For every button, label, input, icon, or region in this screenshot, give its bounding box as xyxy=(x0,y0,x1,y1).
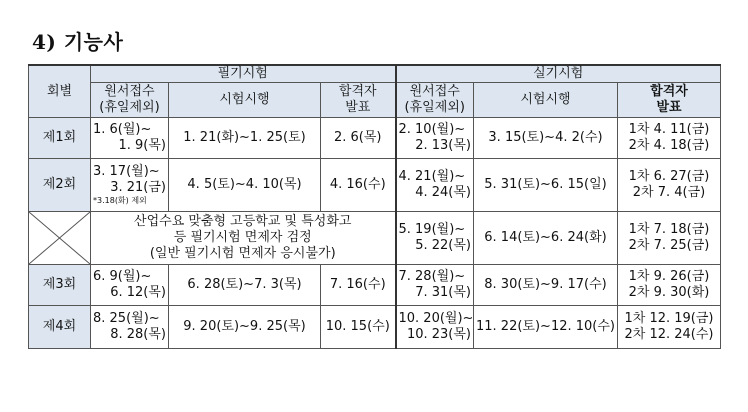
table-row xyxy=(29,212,721,265)
cross-lines xyxy=(29,212,90,264)
table-row xyxy=(29,159,721,212)
practical-apply-cell: 5. 19(월)~ 5. 22(목) xyxy=(396,212,474,265)
practical-apply-cell: 4. 21(월)~ 4. 24(목) xyxy=(396,159,474,212)
table-row xyxy=(29,306,721,349)
practical-apply-cell: 10. 20(월)~ 10. 23(목) xyxy=(396,306,474,349)
header-round: 회별 xyxy=(29,65,91,118)
practical-result-cell: 1차 9. 26(금) 2차 9. 30(화) xyxy=(618,265,721,306)
round-label: 제4회 xyxy=(29,306,91,349)
special-exam-note: 산업수요 맞춤형 고등학교 및 특성화고 등 필기시험 면제자 검정 (일반 필기시험 면제자 응시불가) xyxy=(91,212,396,265)
exclusion-note: *3.18(화) 제외 xyxy=(93,196,147,205)
header-practical-exam: 시험시행 xyxy=(474,83,618,118)
table-row xyxy=(29,118,721,159)
written-apply-cell: 6. 9(월)~ 6. 12(목) xyxy=(91,265,169,306)
written-exam-cell: 9. 20(토)~9. 25(목) xyxy=(169,306,321,349)
section-heading: 4) 기능사 xyxy=(32,30,124,54)
header-practical-apply: 원서접수 (휴일제외) xyxy=(396,83,474,118)
table-row xyxy=(29,265,721,306)
practical-result-cell: 1차 6. 27(금) 2차 7. 4(금) xyxy=(618,159,721,212)
header-written-exam: 시험시행 xyxy=(169,83,321,118)
header-practical-result: 합격자 발표 xyxy=(618,83,721,118)
written-apply-cell: 1. 6(월)~ 1. 9(목) xyxy=(91,118,169,159)
written-result-cell: 10. 15(수) xyxy=(321,306,396,349)
practical-exam-cell: 5. 31(토)~6. 15(일) xyxy=(474,159,618,212)
header-written-result: 합격자 발표 xyxy=(321,83,396,118)
practical-exam-cell: 8. 30(토)~9. 17(수) xyxy=(474,265,618,306)
written-exam-cell: 6. 28(토)~7. 3(목) xyxy=(169,265,321,306)
header-practical-group: 실기시험 xyxy=(396,65,721,83)
practical-exam-cell: 6. 14(토)~6. 24(화) xyxy=(474,212,618,265)
practical-exam-cell: 3. 15(토)~4. 2(수) xyxy=(474,118,618,159)
practical-apply-cell: 7. 28(월)~ 7. 31(목) xyxy=(396,265,474,306)
written-exam-cell: 4. 5(토)~4. 10(목) xyxy=(169,159,321,212)
written-exam-cell: 1. 21(화)~1. 25(토) xyxy=(169,118,321,159)
written-result-cell: 2. 6(목) xyxy=(321,118,396,159)
practical-result-cell: 1차 12. 19(금) 2차 12. 24(수) xyxy=(618,306,721,349)
header-written-group: 필기시험 xyxy=(91,65,396,83)
round-label: 제1회 xyxy=(29,118,91,159)
written-apply-cell: 8. 25(월)~ 8. 28(목) xyxy=(91,306,169,349)
exam-schedule-table xyxy=(28,64,721,349)
header-written-apply: 원서접수 (휴일제외) xyxy=(91,83,169,118)
written-apply-cell: 3. 17(월)~ 3. 21(금) *3.18(화) 제외 xyxy=(91,159,169,212)
practical-result-cell: 1차 7. 18(금) 2차 7. 25(금) xyxy=(618,212,721,265)
round-label: 제2회 xyxy=(29,159,91,212)
written-result-cell: 7. 16(수) xyxy=(321,265,396,306)
practical-exam-cell: 11. 22(토)~12. 10(수) xyxy=(474,306,618,349)
practical-apply-cell: 2. 10(월)~ 2. 13(목) xyxy=(396,118,474,159)
practical-result-cell: 1차 4. 11(금) 2차 4. 18(금) xyxy=(618,118,721,159)
written-result-cell: 4. 16(수) xyxy=(321,159,396,212)
empty-crossed-cell xyxy=(29,212,91,265)
round-label: 제3회 xyxy=(29,265,91,306)
